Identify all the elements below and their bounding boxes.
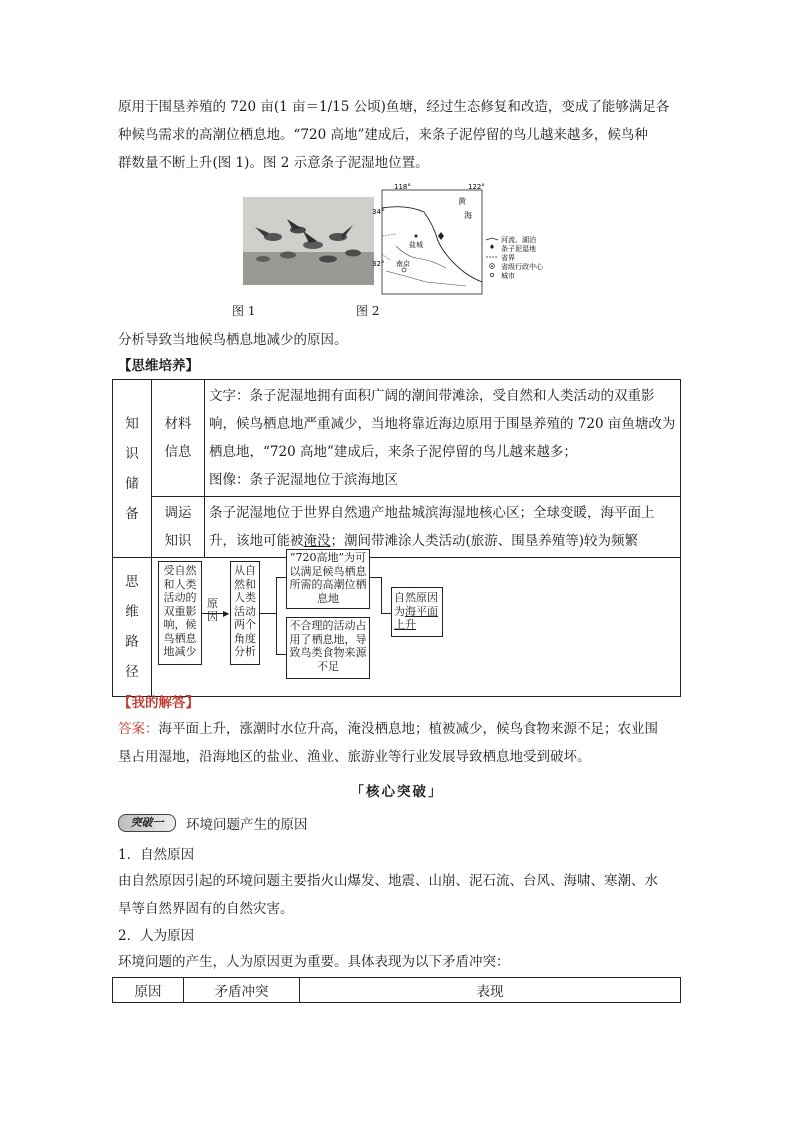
flow-box-problem: 受自然和人类活动的双重影响，候鸟栖息地减少 [158,561,202,665]
flow-box-720-highland: “720高地”为可以满足候鸟栖息所需的高潮位栖息地 [286,549,370,609]
flow-box-angles: 从自然和人类活动两个角度分析 [230,561,260,665]
lon-right-label: 122° [468,183,485,191]
knowledge-vertical-label: 知 识 储 备 [113,380,152,558]
recall-knowledge-label: 调运 知识 [152,497,205,558]
flow-box-natural-cause: 自然原因为海平面上升 [391,587,443,637]
question-text: 分析导致当地候鸟栖息地减少的原因。 [118,332,348,348]
section-thinking-heading: 【思维培养】 [118,358,199,374]
legend-boundary: 省界 [501,254,515,262]
legend-city: 城市 [501,272,515,280]
human-cause-heading: 2．人为原因 [118,928,195,944]
section-answer-heading: 【我的解答】 [118,695,199,711]
sea-char-1: 黄 [458,197,466,206]
intro-line-3: 群数量不断上升(图 1)。图 2 示意条子泥湿地位置。 [118,155,429,171]
birds-illustration [243,197,374,285]
breakthrough-title: 环境问题产生的原因 [186,817,308,833]
answer-line-1: 答案：海平面上升，涨潮时水位升高，淹没栖息地；植被减少，候鸟食物来源不足；农业围 [118,721,658,737]
city-label-nanjing: 南京 [396,260,410,268]
city-label-yancheng: 盐城 [409,241,423,249]
table-header-conflict: 矛盾冲突 [184,978,300,1003]
human-cause-text: 环境问题的产生，人为原因更为重要。具体表现为以下矛盾冲突： [118,954,510,970]
bird-photo-figure [243,197,374,285]
breakthrough-badge: 突破一 [118,814,176,832]
material-info-label: 材料 信息 [152,380,205,497]
natural-cause-text-1: 由自然原因引起的环境问题主要指火山爆发、地震、山崩、泥石流、台风、海啸、寒潮、水 [118,873,658,889]
table-header-cause: 原因 [113,978,184,1003]
legend-river: 河流、湖泊 [501,236,536,244]
flow-arrow-label: 原因 [207,597,218,623]
material-info-text: 文字：条子泥湿地拥有面积广阔的潮间带滩涂，受自然和人类活动的双重影响，候鸟栖息地严重减少，当地将靠近海边原用于围垦养殖的 720 亩鱼塘改为栖息地，“720 高地”建成后，来条子泥停留的鸟儿越来越多； 图像：条子泥湿地位于滨海地区 [205,380,681,497]
wetland-location-map [372,183,556,296]
lat-top-label: 34° [372,208,385,216]
lat-bottom-label: 32° [372,260,385,268]
sea-char-2: 海 [464,211,472,220]
natural-cause-text-2: 旱等自然界固有的自然灾害。 [118,901,294,917]
natural-cause-heading: 1．自然原因 [118,847,195,863]
river-legend-icon [486,238,498,240]
answer-line-2: 垦占用湿地，沿海地区的盐业、渔业、旅游业等行业发展导致栖息地受到破坏。 [118,749,591,765]
legend-wetland: 条子泥湿地 [501,245,536,253]
core-breakthrough-title: 「核心突破」 [350,784,444,800]
flow-box-unreasonable-activity: 不合理的活动占用了栖息地，导致鸟类食物来源不足 [286,617,370,679]
recall-knowledge-text: 条子泥湿地位于世界自然遗产地盐城滨海湿地核心区；全球变暖，海平面上升，该地可能被淹没；潮间带滩涂人类活动(旅游、围垦养殖等)较为频繁 [205,497,681,558]
intro-line-2: 种候鸟需求的高潮位栖息地。“720 高地”建成后，来条子泥停留的鸟儿越来越多，候鸟种 [118,127,648,143]
thinking-path-diagram [150,547,680,689]
city-legend-icon [490,273,493,276]
legend-capital: 省级行政中心 [501,263,543,271]
thinking-path-vertical-label: 思 维 路 径 [113,558,152,697]
figure-2-caption: 图 2 [356,304,380,318]
intro-line-1: 原用于围垦养殖的 720 亩(1 亩＝1/15 公顷)鱼塘，经过生态修复和改造，变成了能够满足各 [118,99,670,115]
table-header-manifestation: 表现 [300,978,681,1003]
lon-left-label: 118° [394,183,411,191]
human-cause-table [112,977,681,1003]
figure-1-caption: 图 1 [232,304,256,318]
flow-arrow-icon: ▶ [223,609,230,618]
wetland-legend-icon [490,244,494,249]
